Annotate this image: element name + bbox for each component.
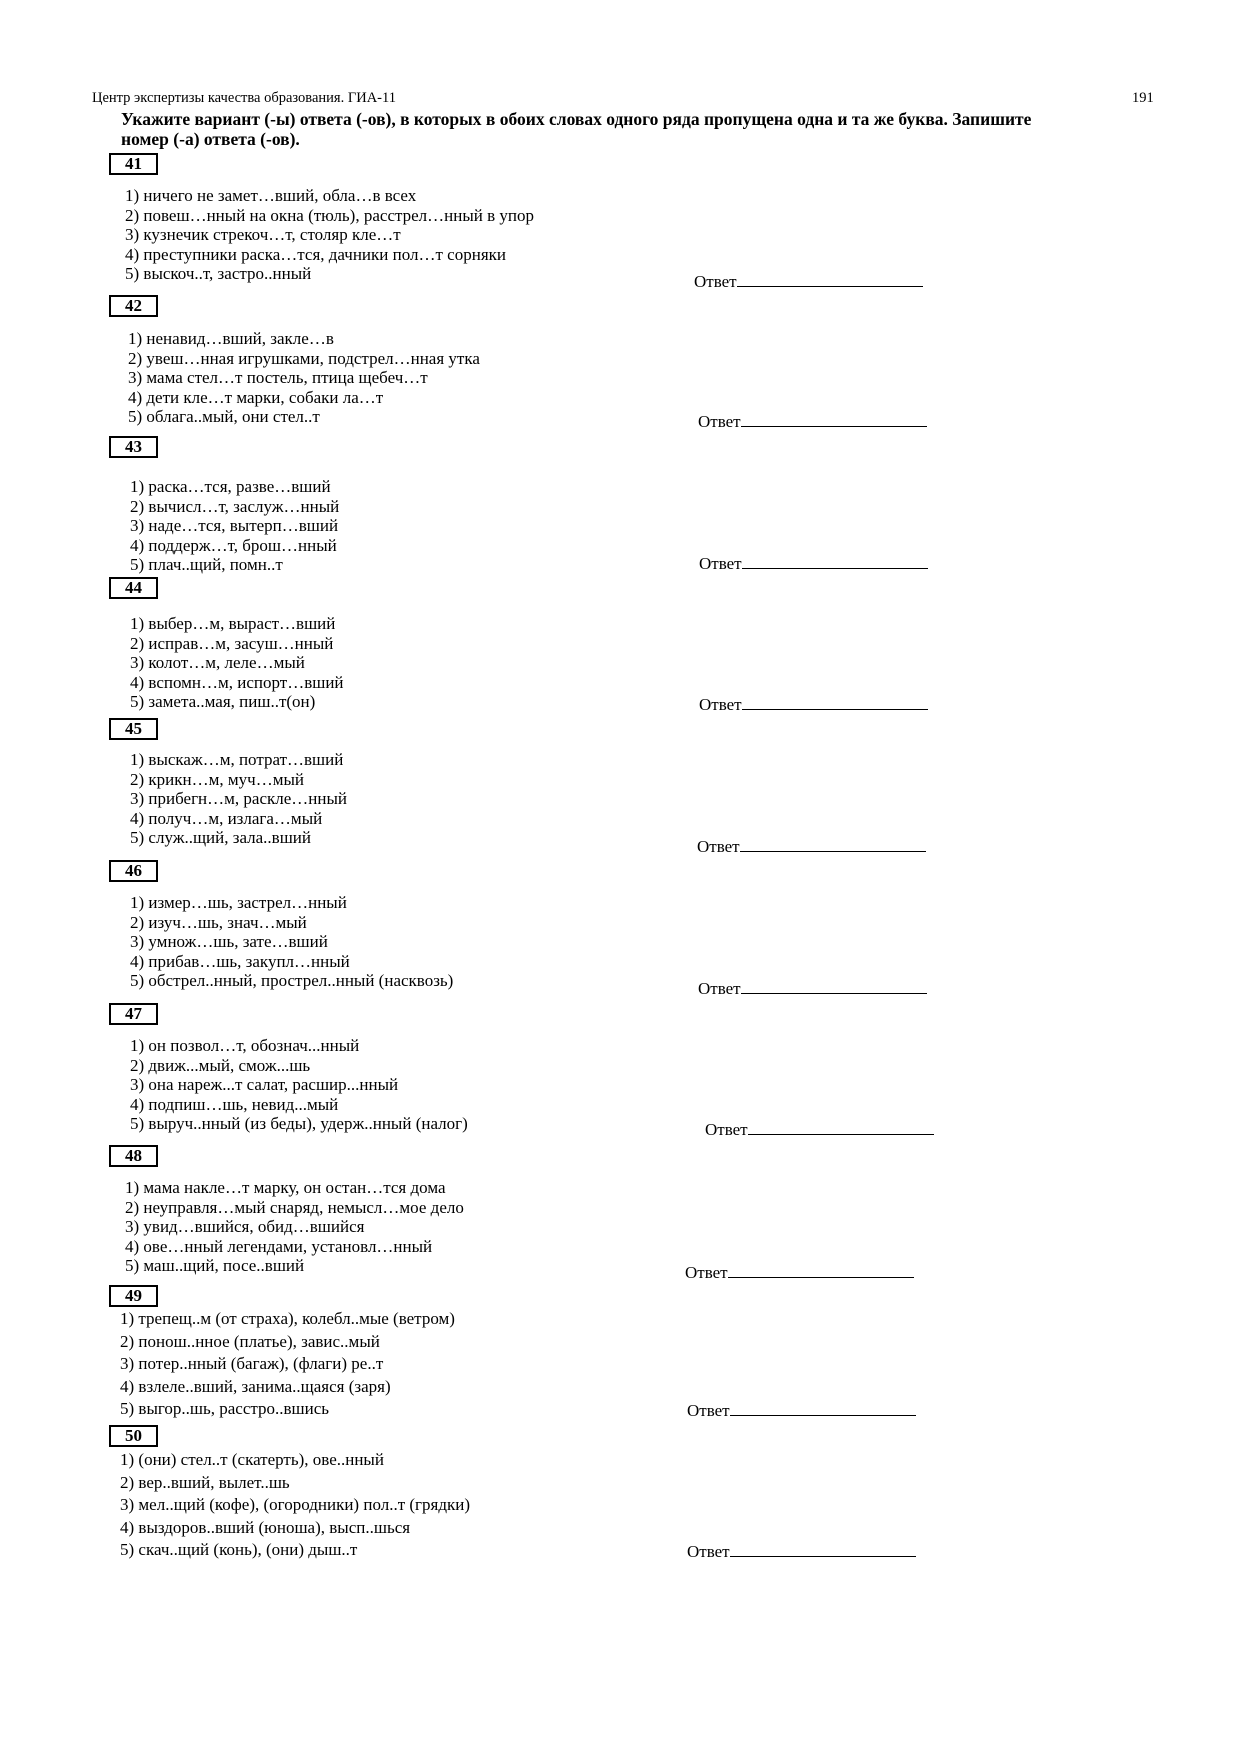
page-number: 191 bbox=[1132, 90, 1154, 106]
option: 1) ненавид…вший, закле…в bbox=[128, 329, 334, 348]
option: 5) выскоч..т, застро..нный bbox=[125, 264, 312, 283]
answer-label: Ответ bbox=[699, 554, 742, 573]
option: 5) облага..мый, они стел..т bbox=[128, 407, 320, 426]
option: 1) ничего не замет…вший, обла…в всех bbox=[125, 186, 417, 205]
option: 4) поддерж…т, брош…нный bbox=[130, 535, 337, 555]
task-instruction: Укажите вариант (-ы) ответа (-ов), в которых в обоих словах одного ряда пропущена одна и та же буква. Запишите номер (-а) ответа (-ов). bbox=[121, 109, 1032, 149]
answer-label: Ответ bbox=[698, 979, 741, 998]
question-number-50: 50 bbox=[109, 1425, 158, 1447]
options-46 bbox=[130, 893, 453, 991]
option: 3) кузнечик стрекоч…т, столяр кле…т bbox=[125, 225, 401, 244]
answer-label: Ответ bbox=[685, 1263, 728, 1282]
option: 2) крикн…м, муч…мый bbox=[130, 769, 304, 789]
option: 1) выбер…м, выраст…вший bbox=[130, 614, 336, 633]
question-number-46: 46 bbox=[109, 860, 158, 882]
options-41 bbox=[125, 186, 534, 284]
option: 3) мел..щий (кофе), (огородники) пол..т (грядки) bbox=[120, 1495, 471, 1514]
question-number-48: 48 bbox=[109, 1145, 158, 1167]
option: 3) прибегн…м, раскле…нный bbox=[130, 789, 347, 808]
answer-42 bbox=[698, 411, 927, 432]
question-number-43: 43 bbox=[109, 436, 158, 458]
answer-field-50[interactable] bbox=[730, 1541, 916, 1557]
options-50 bbox=[120, 1449, 470, 1562]
option: 5) выруч..нный (из беды), удерж..нный (налог) bbox=[130, 1114, 468, 1133]
option: 3) потер..нный (багаж), (флаги) ре..т bbox=[120, 1354, 384, 1373]
options-45 bbox=[130, 750, 347, 848]
answer-field-42[interactable] bbox=[741, 411, 927, 427]
answer-43 bbox=[699, 553, 928, 574]
option: 5) обстрел..нный, прострел..нный (насквозь) bbox=[130, 971, 454, 990]
option: 2) вычисл…т, заслуж…нный bbox=[130, 496, 340, 516]
option: 4) взлеле..вший, занима..щаяся (заря) bbox=[120, 1376, 391, 1396]
option: 4) подпиш…шь, невид...мый bbox=[130, 1094, 339, 1114]
option: 2) увеш…нная игрушками, подстрел…нная утка bbox=[128, 348, 480, 368]
option: 3) она нареж...т салат, расшир...нный bbox=[130, 1075, 399, 1094]
answer-field-45[interactable] bbox=[740, 836, 926, 852]
answer-label: Ответ bbox=[687, 1542, 730, 1561]
option: 2) вер..вший, вылет..шь bbox=[120, 1472, 290, 1492]
option: 1) измер…шь, застрел…нный bbox=[130, 893, 347, 912]
answer-45 bbox=[697, 836, 926, 857]
option: 3) колот…м, леле…мый bbox=[130, 653, 305, 672]
question-number-47: 47 bbox=[109, 1003, 158, 1025]
answer-50 bbox=[687, 1541, 916, 1562]
answer-label: Ответ bbox=[694, 272, 737, 291]
options-49 bbox=[120, 1308, 455, 1421]
option: 4) дети кле…т марки, собаки ла…т bbox=[128, 387, 384, 407]
options-48 bbox=[125, 1178, 464, 1276]
option: 2) движ...мый, смож...шь bbox=[130, 1055, 311, 1075]
question-number-42: 42 bbox=[109, 295, 158, 317]
option: 2) повеш…нный на окна (тюль), расстрел…нный в упор bbox=[125, 205, 534, 225]
answer-46 bbox=[698, 978, 927, 999]
option: 3) наде…тся, вытерп…вший bbox=[130, 516, 339, 535]
option: 2) исправ…м, засуш…нный bbox=[130, 633, 334, 653]
option: 3) мама стел…т постель, птица щебеч…т bbox=[128, 368, 428, 387]
answer-label: Ответ bbox=[698, 412, 741, 431]
option: 4) ове…нный легендами, установл…нный bbox=[125, 1236, 433, 1256]
option: 4) прибав…шь, закупл…нный bbox=[130, 951, 350, 971]
option: 3) умнож…шь, зате…вший bbox=[130, 932, 328, 951]
answer-field-47[interactable] bbox=[748, 1119, 934, 1135]
answer-47 bbox=[705, 1119, 934, 1140]
option: 5) служ..щий, зала..вший bbox=[130, 828, 311, 847]
option: 1) трепещ..м (от страха), колебл..мые (ветром) bbox=[120, 1309, 455, 1328]
option: 2) неуправля…мый снаряд, немысл…мое дело bbox=[125, 1197, 464, 1217]
answer-field-49[interactable] bbox=[730, 1400, 916, 1416]
question-number-45: 45 bbox=[109, 718, 158, 740]
header-title: Центр экспертизы качества образования. ГИА-11 bbox=[92, 90, 396, 106]
option: 4) выздоров..вший (юноша), высп..шься bbox=[120, 1517, 411, 1537]
option: 2) изуч…шь, знач…мый bbox=[130, 912, 307, 932]
answer-label: Ответ bbox=[699, 695, 742, 714]
answer-label: Ответ bbox=[705, 1120, 748, 1139]
option: 3) увид…вшийся, обид…вшийся bbox=[125, 1217, 365, 1236]
answer-44 bbox=[699, 694, 928, 715]
answer-48 bbox=[685, 1262, 914, 1283]
question-number-44: 44 bbox=[109, 577, 158, 599]
option: 5) выгор..шь, расстро..вшись bbox=[120, 1399, 330, 1418]
question-number-41: 41 bbox=[109, 153, 158, 175]
option: 1) раска…тся, разве…вший bbox=[130, 477, 331, 496]
answer-field-46[interactable] bbox=[741, 978, 927, 994]
answer-field-43[interactable] bbox=[742, 553, 928, 569]
answer-field-44[interactable] bbox=[742, 694, 928, 710]
options-47 bbox=[130, 1036, 468, 1134]
option: 5) замета..мая, пиш..т(он) bbox=[130, 692, 316, 711]
answer-field-41[interactable] bbox=[737, 271, 923, 287]
option: 4) получ…м, излага…мый bbox=[130, 808, 323, 828]
option: 5) плач..щий, помн..т bbox=[130, 555, 283, 574]
answer-field-48[interactable] bbox=[728, 1262, 914, 1278]
option: 2) понош..нное (платье), завис..мый bbox=[120, 1331, 380, 1351]
answer-label: Ответ bbox=[687, 1401, 730, 1420]
answer-41 bbox=[694, 271, 923, 292]
option: 1) мама накле…т марку, он остан…тся дома bbox=[125, 1178, 446, 1197]
option: 5) скач..щий (конь), (они) дыш..т bbox=[120, 1540, 358, 1559]
option: 1) выскаж…м, потрат…вший bbox=[130, 750, 344, 769]
option: 4) преступники раска…тся, дачники пол…т сорняки bbox=[125, 244, 506, 264]
option: 4) вспомн…м, испорт…вший bbox=[130, 672, 344, 692]
option: 1) (они) стел..т (скатерть), ове..нный bbox=[120, 1450, 384, 1469]
options-44 bbox=[130, 614, 344, 712]
options-43 bbox=[130, 477, 339, 575]
options-42 bbox=[128, 329, 480, 427]
option: 5) маш..щий, посе..вший bbox=[125, 1256, 305, 1275]
answer-label: Ответ bbox=[697, 837, 740, 856]
option: 1) он позвол…т, обознач...нный bbox=[130, 1036, 360, 1055]
answer-49 bbox=[687, 1400, 916, 1421]
question-number-49: 49 bbox=[109, 1285, 158, 1307]
